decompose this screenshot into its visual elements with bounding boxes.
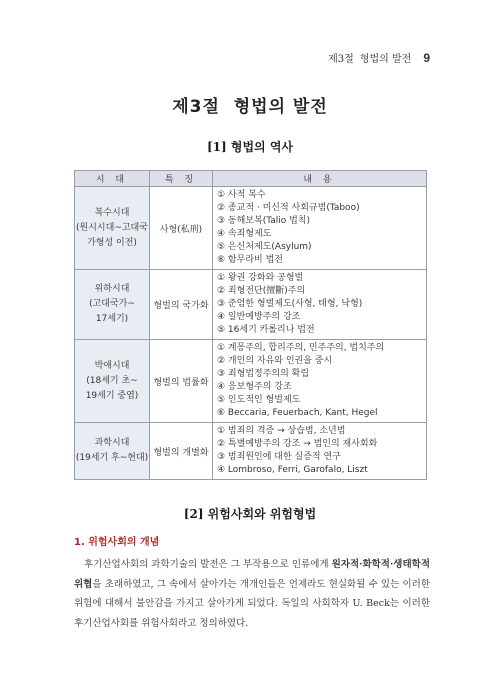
era-line: 과학시대 [94,438,130,448]
era-line: (원시시대~고대국 [76,222,148,233]
table-row [75,423,427,480]
header-era: 시 대 [75,171,150,187]
page-number: 9 [423,51,430,65]
table-row [75,270,427,340]
content-item: ④ 속죄형제도 [217,229,272,239]
era-line: (19세기 후~현대) [75,453,149,463]
era-cell [75,340,150,423]
content-item: ③ 동해보복(Talio 법칙) [217,216,311,226]
content-item: ⑤ 인도적인 형벌제도 [217,395,301,405]
content-cell [213,423,427,480]
section-title-history: [1] 형법의 역사 [206,140,294,154]
content-item: ④ 일반예방주의 강조 [217,312,301,322]
table-row [75,187,427,270]
content-cell [213,340,427,423]
feature-cell: 형벌의 법률화 [150,340,213,423]
header-section: 제3절 [328,54,354,65]
paragraph-part1: 후기산업사회의 과학기술의 발전은 그 부작용으로 인류에게 [84,559,332,570]
header-feature: 특 징 [150,171,213,187]
content-item: ⑤ 16세기 카롤리나 법전 [217,325,315,335]
body-paragraph [74,555,430,633]
era-line: (18세기 초~ [86,375,138,386]
feature-cell: 사형(私刑) [150,187,213,270]
paragraph-part2: 을 초래하였고, 그 속에서 살아가는 개개인들은 언제라도 현실화될 수 있는 이러한 위험에 대해서 불안감을 가지고 살아가게 되었다. 독일의 사회학자 U. Beck는 이러한 후기산업사회를 위험사회라고 정의하였다. [74,578,430,629]
subsection-title: 1. 위험사회의 개념 [74,537,160,548]
table-header-row [75,171,427,187]
era-cell [75,423,150,480]
table-row [75,340,427,423]
content-item: ④ Lombroso, Ferri, Garofalo, Liszt [217,465,368,475]
content-item: ⑥ Beccaria, Feuerbach, Kant, Hegel [217,408,378,418]
era-line: 19세기 중엽) [85,390,139,401]
content-cell [213,187,427,270]
content-item: ⑤ 은신처제도(Asylum) [217,242,312,252]
era-line: 위하시대 [94,284,130,294]
running-header [328,50,430,65]
section-title-risk: [2] 위험사회와 위험형법 [183,507,317,521]
content-cell [213,270,427,340]
era-line: 복수시대 [94,207,130,218]
content-item: ③ 죄형법정주의의 확립 [217,369,310,379]
header-content: 내 용 [213,171,427,187]
era-line: (고대국가~ [89,299,135,309]
content-item: ② 죄형전단(擅斷)주의 [217,286,306,296]
era-line: 17세기) [95,314,129,324]
era-cell [75,270,150,340]
era-cell [75,187,150,270]
content-item: ④ 응보형주의 강조 [217,382,292,392]
header-title: 형법의 발전 [359,54,412,65]
content-item: ① 왕권 강화와 공형벌 [217,273,304,283]
chapter-title: 제3절 형법의 발전 [172,97,328,117]
content-item: ② 특별예방주의 강조 → 범인의 재사회화 [217,439,378,449]
content-item: ② 종교적 · 미신적 사회규범(Taboo) [217,203,360,213]
feature-cell: 형벌의 개별화 [150,423,213,480]
era-line: 가형성 이전) [87,237,137,248]
content-item: ① 사적 복수 [217,190,266,200]
era-line: 박애시대 [94,360,130,371]
feature-cell: 형벌의 국가화 [150,270,213,340]
history-table [74,170,427,480]
content-item: ① 계몽주의, 합리주의, 민주주의, 법치주의 [217,343,385,353]
content-item: ⑥ 함무라비 법전 [217,255,283,265]
content-item: ② 개인의 자유와 인권을 중시 [217,356,333,366]
content-item: ③ 범죄원인에 대한 실증적 연구 [217,452,341,462]
content-item: ① 범죄의 격증 → 상습범, 소년범 [217,426,346,436]
paragraph-bold: 원자적·화학적·생태학적 위협 [74,559,430,590]
content-item: ③ 준엄한 형벌제도(사형, 태형, 낙형) [217,299,363,309]
